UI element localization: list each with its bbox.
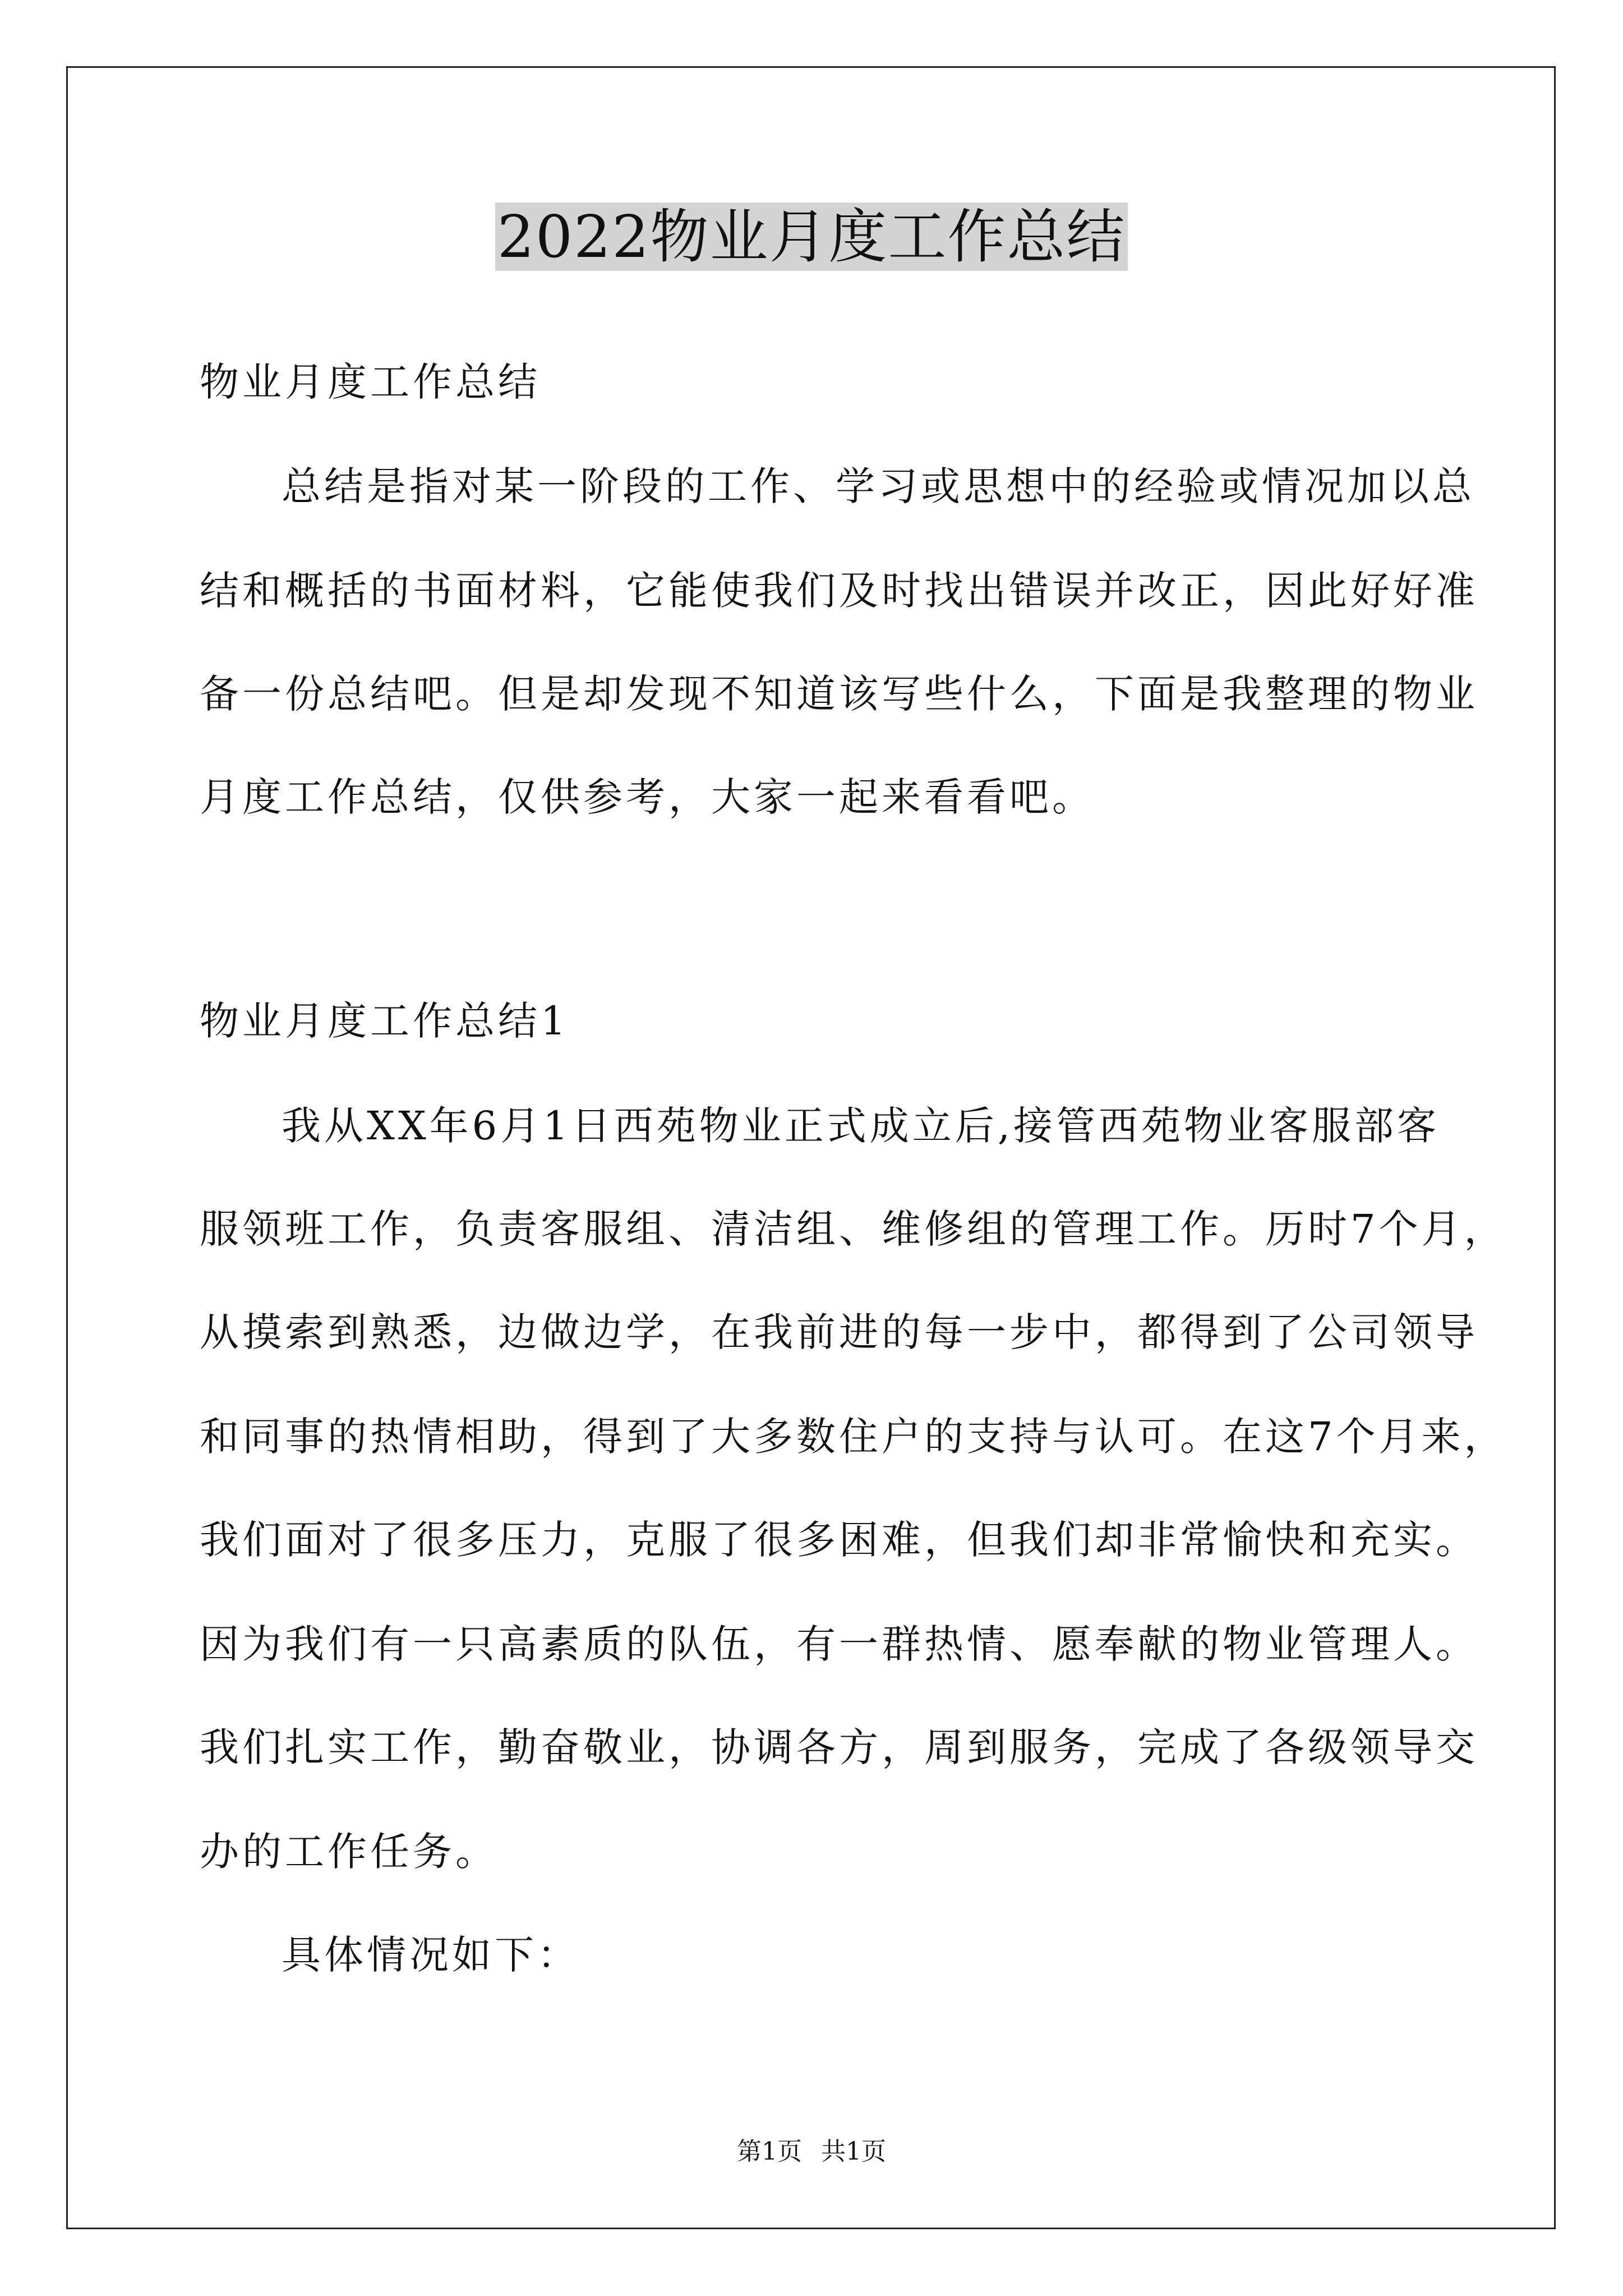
body-line-5: 我们面对了很多压力，克服了很多困难，但我们却非常愉快和充实。 xyxy=(200,1517,1478,1563)
body-line-6: 因为我们有一只高素质的队伍，有一群热情、愿奉献的物业管理人。 xyxy=(200,1621,1478,1667)
page-footer xyxy=(0,2135,1623,2169)
body-line-8: 办的工作任务。 xyxy=(200,1829,498,1875)
intro-line-1: 总结是指对某一阶段的工作、学习或思想中的经验或情况加以总 xyxy=(282,463,1475,509)
intro-line-4: 月度工作总结，仅供参考，大家一起来看看吧。 xyxy=(200,774,1095,820)
page-number-total: 共1页 xyxy=(821,2137,886,2166)
intro-line-2: 结和概括的书面材料，它能使我们及时找出错误并改正，因此好好准 xyxy=(200,568,1478,614)
body-line-7: 我们扎实工作，勤奋敬业，协调各方，周到服务，完成了各级领导交 xyxy=(200,1724,1478,1770)
document-title-text: 2022物业月度工作总结 xyxy=(495,203,1128,271)
document-title xyxy=(0,197,1623,276)
body-line-3: 从摸索到熟悉，边做边学，在我前进的每一步中，都得到了公司领导 xyxy=(200,1309,1478,1355)
body-line-4: 和同事的热情相助，得到了大多数住户的支持与认可。在这7个月来， xyxy=(200,1414,1507,1460)
heading: 物业月度工作总结 xyxy=(200,359,541,405)
intro-line-3: 备一份总结吧。但是却发现不知道该写些什么，下面是我整理的物业 xyxy=(200,671,1478,717)
closing-line: 具体情况如下： xyxy=(282,1932,580,1978)
section-heading: 物业月度工作总结1 xyxy=(200,998,569,1044)
body-line-1: 我从XX年6月1日西苑物业正式成立后,接管西苑物业客服部客 xyxy=(282,1103,1440,1149)
page-number-current: 第1页 xyxy=(737,2137,802,2166)
body-line-2: 服领班工作，负责客服组、清洁组、维修组的管理工作。历时7个月， xyxy=(200,1206,1507,1252)
